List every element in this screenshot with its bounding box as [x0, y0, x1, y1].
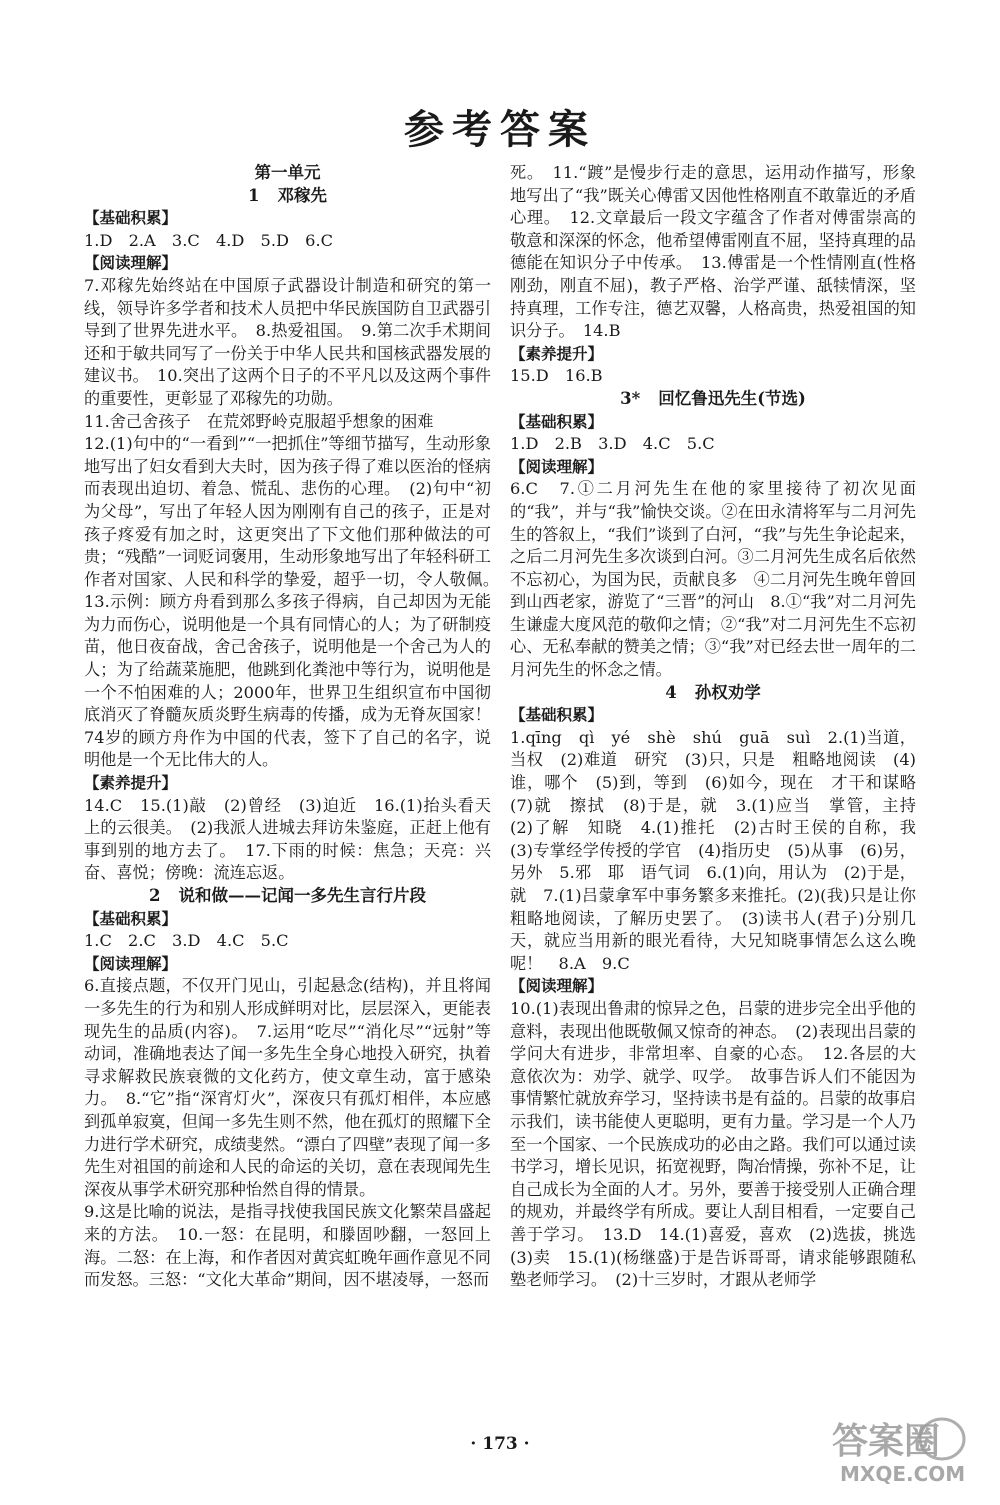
answer-paragraph: 1.C 2.C 3.D 4.C 5.C — [84, 931, 289, 951]
answer-paragraph: 12.(1)句中的“一看到”“一把抓住”等细节描写，生动形象地写出了妇女看到大夫时，因为孩子得了难以医治的怪病而表现出迫切、着急、慌乱、悲伤的心理。 (2)句中“初为父母”，写出了年轻人因为刚刚有自己的孩子，正是对孩子疼爱有加之时，这更突出了下文他们那种做法的可贵；“残酷”一词贬词褒用，生动形象地写出了年轻科研工作者对国家、人民和科学的挚爱，超乎一切，令人敬佩。 13.示例：顾方舟看到那么多孩子得病，自己却因为无能为力而伤心，说明他是一个具有同情心的人；为了研制疫苗，他日夜奋战，舍己舍孩子，说明他是一个舍己为人的人；为了给蔬菜施肥，他跳到化粪池中等行为，说明他是一个不怕困难的人；2000年，世界卫生组织宣布中国彻底消灭了脊髓灰质炎野生病毒的传播，成为无脊灰国家！74岁的顾方舟作为中国的代表，签下了自己的名字，说明他是一个无比伟大的人。 — [84, 434, 508, 770]
lesson-heading — [510, 682, 916, 705]
section-label: 【素养提升】 — [84, 774, 178, 793]
answer-paragraph: 10.(1)表现出鲁肃的惊异之色，吕蒙的进步完全出乎他的意料，表现出他既敬佩又惊奇的神态。 (2)表现出吕蒙的学问大有进步，非常坦率、自豪的心态。 12.各层的大意依次为：劝学、就学、叹学。 故事告诉人们不能因为事情繁忙就放弃学习，坚持读书是有益的。吕蒙的故事启示我们，读书能使人更聪明，更有力量。学习是一个人乃至一个国家、一个民族成功的必由之路。我们可以通过读书学习，增长见识，拓宽视野，陶冶情操，弥补不足，让自己成长为全面的人才。另外，要善于接受别人正确合理的规劝，并最终学有所成。要让人刮目相看，一定要自己善于学习。 13.D 14.(1)喜爱，喜欢 (2)选拔，挑选 (3)卖 15.(1)(杨继盛)于是告诉哥哥，请求能够跟随私塾老师学习。 (2)十三岁时，才跟从老师学 — [510, 998, 933, 1290]
answer-paragraph: 14.C 15.(1)敲 (2)曾经 (3)迫近 16.(1)抬头看天上的云很美。 (2)我派人进城去拜访朱鉴庭，正赶上他有事到别的地方去了。 17.下雨的时候：焦急；天亮：兴奋、喜悦；傍晚：流连忘返。 — [84, 795, 491, 883]
lesson-title: 回忆鲁迅先生(节选) — [658, 388, 806, 408]
section-label: 【阅读理解】 — [84, 954, 178, 973]
answer-paragraph: 7.邓稼先始终站在中国原子武器设计制造和研究的第一线，领导许多学者和技术人员把中华民族国防自卫武器引导到了世界先进水平。 8.热爱祖国。 9.第二次手术期间还和于敏共同写了一份关于中华人民共和国核武器发展的建议书。 10.突出了这两个日子的不平凡以及这两个事件的重要性，更彰显了邓稼先的功勋。 — [84, 275, 491, 408]
section-label: 【阅读理解】 — [510, 457, 604, 476]
answer-paragraph: 11.舍己舍孩子 在荒郊野岭克服超乎想象的困难 — [84, 411, 434, 431]
section-label: 【素养提升】 — [510, 344, 604, 363]
lesson-heading — [84, 885, 491, 908]
right-column — [510, 162, 933, 1292]
section-label: 【基础积累】 — [510, 706, 604, 725]
left-column — [84, 162, 508, 1292]
answer-paragraph: 6.直接点题，不仅开门见山，引起悬念(结构)，并且将闻一多先生的行为和别人形成鲜明对比，层层深入，更能表现先生的品质(内容)。 7.运用“吃尽”“消化尽”“远射”等动词，准确地表达了闻一多先生全身心地投入研究，执着寻求解救民族衰微的文化药方，使文章生动，富于感染力。 8.“它”指“深宵灯火”，深夜只有孤灯相伴，本应感到孤单寂寞，但闻一多先生则不然，他在孤灯的照耀下全力进行学术研究，成绩斐然。“漂白了四壁”表现了闻一多先生对祖国的前途和人民的命运的关切，意在表现闻先生深夜从事学术研究那种怡然自得的情景。 — [84, 976, 491, 1199]
answer-paragraph: 9.这是比喻的说法，是指寻找使我国民族文化繁荣昌盛起来的方法。 10.一怒：在昆明，和滕固吵翻，一怒回上海。二怒：在上海，和作者因对黄宾虹晚年画作意见不同而发怒。三怒：“文化大革命”期间，因不堪凌辱，一怒而 — [84, 1202, 491, 1290]
lesson-number: 3* — [620, 388, 641, 408]
watermark-text: 答案圈 — [832, 1421, 941, 1462]
answer-paragraph: 死。 11.“踱”是慢步行走的意思，运用动作描写，形象地写出了“我”既关心傅雷又因他性格刚直不敢靠近的矛盾心理。 12.文章最后一段文字蕴含了作者对傅雷崇高的敬意和深深的怀念，他希望傅雷刚直不屈，坚持真理的品德能在知识分子中传承。 13.傅雷是一个性情刚直(性格刚劲，刚直不屈)，教子严格、治学严谨、舐犊情深，坚持真理，工作专注，德艺双馨，人格高贵，热爱祖国的知识分子。 14.B — [510, 163, 916, 341]
answer-paragraph: 1.D 2.B 3.D 4.C 5.C — [510, 434, 715, 454]
watermark-logo-icon — [822, 1405, 972, 1487]
unit-heading: 第一单元 — [254, 163, 321, 182]
section-label: 【阅读理解】 — [510, 977, 604, 996]
lesson-number: 1 — [248, 185, 260, 205]
page-number: · 173 · — [470, 1434, 530, 1454]
lesson-title: 邓稼先 — [277, 185, 327, 205]
answer-paragraph: 1.D 2.A 3.C 4.D 5.D 6.C — [84, 230, 334, 250]
answer-paragraph: 1.qīng qì yé shè shú guā suì 2.(1)当道，当权 (2)难道 研究 (3)只，只是 粗略地阅读 (4)谁，哪个 (5)到，等到 (6)如今，现在 才干和谋略 (7)就 擦拭 (8)于是，就 3.(1)应当 掌管，主持 (2)了解 知晓 4.(1)推托 (2)古时王侯的自称，我 (3)专掌经学传授的学官 (4)指历史 (5)从事 (6)另，另外 5.邪 耶 语气词 6.(1)向，用认为 (2)于是，就 7.(1)吕蒙拿军中事务繁多来推托。(2)(我)只是让你粗略地阅读，了解历史罢了。 (3)读书人(君子)分别几天，就应当用新的眼光看待，大兄知晓事情怎么这么晚呢！ 8.A 9.C — [510, 727, 933, 973]
watermark-url: MXQE.COM — [840, 1462, 966, 1486]
lesson-title: 孙权劝学 — [694, 682, 761, 702]
lesson-number: 4 — [665, 682, 677, 702]
section-label: 【阅读理解】 — [84, 254, 178, 273]
section-label: 【基础积累】 — [510, 412, 604, 431]
answer-paragraph: 15.D 16.B — [510, 366, 603, 386]
answer-paragraph: 6.C 7.①二月河先生在他的家里接待了初次见面的“我”，并与“我”愉快交谈。②在田永清将军与二月河先生的答叙上，“我们”谈到了白河，“我”与先生争论起来，之后二月河先生多次谈到白河。③二月河先生成名后依然不忘初心，为国为民，贡献良多 ④二月河先生晚年曾回到山西老家，游览了“三晋”的河山 8.①“我”对二月河先生谦虚大度风范的敬仰之情；②“我”对二月河先生不忘初心、无私奉献的赞美之情；③“我”对已经去世一周年的二月河先生的怀念之情。 — [510, 479, 916, 680]
section-label: 【基础积累】 — [84, 209, 178, 228]
lesson-heading — [84, 185, 491, 208]
lesson-title: 说和做——记闻一多先生言行片段 — [178, 886, 426, 905]
section-label: 【基础积累】 — [84, 909, 178, 928]
lesson-number: 2 — [149, 886, 161, 905]
lesson-heading — [510, 388, 916, 411]
page-title: 参考答案 — [404, 106, 596, 153]
